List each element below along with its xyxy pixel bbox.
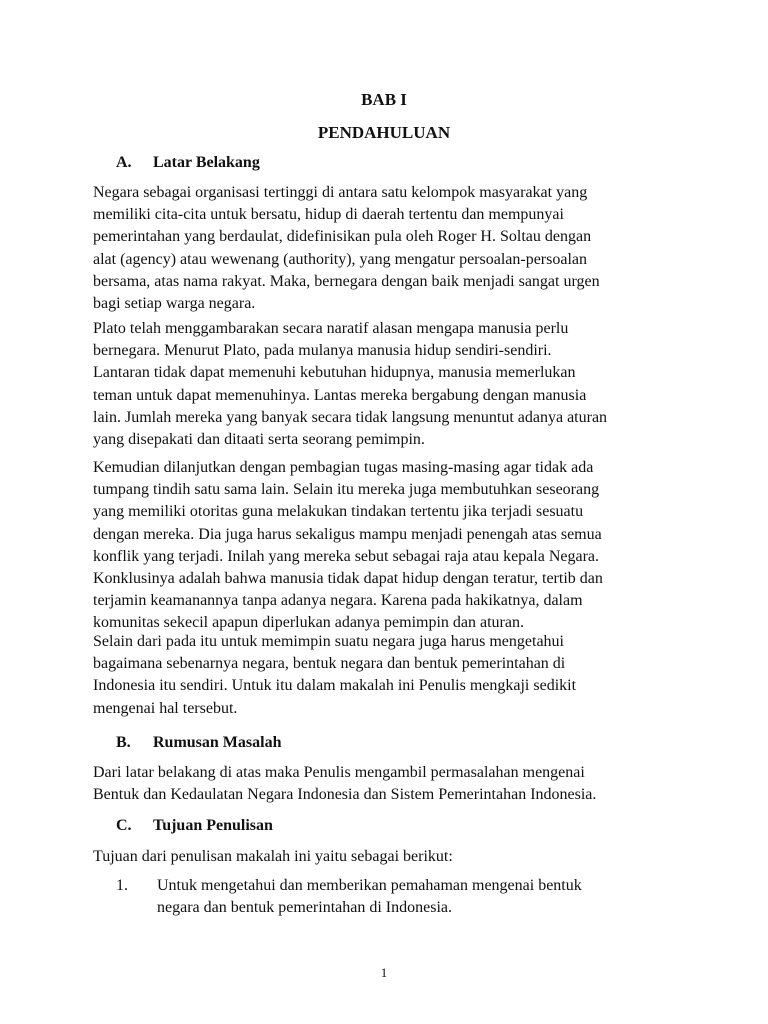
section-number: B. bbox=[116, 734, 131, 751]
text-line: yang memiliki otoritas guna melakukan tindakan tertentu jika terjadi sesuatu bbox=[93, 503, 584, 521]
text-line: Bentuk dan Kedaulatan Negara Indonesia dan Sistem Pemerintahan Indonesia. bbox=[93, 786, 597, 804]
paragraph-5 bbox=[93, 762, 683, 806]
text-line: negara dan bentuk pemerintahan di Indonesia. bbox=[157, 899, 452, 917]
list-body bbox=[157, 875, 677, 919]
list-number: 1. bbox=[116, 877, 128, 894]
paragraph-3 bbox=[93, 457, 683, 635]
text-line: alat (agency) atau wewenang (authority), yang mengatur persoalan-persoalan bbox=[93, 250, 587, 268]
text-line: bernegara. Menurut Plato, pada mulanya manusia hidup sendiri-sendiri. bbox=[93, 342, 552, 360]
section-title: Tujuan Penulisan bbox=[153, 817, 273, 834]
text-line: Plato telah menggambarakan secara naratif alasan mengapa manusia perlu bbox=[93, 320, 569, 337]
page-number: 1 bbox=[380, 965, 388, 980]
text-line: tumpang tindih satu sama lain. Selain itu mereka juga membutuhkan seseorang bbox=[93, 481, 600, 499]
text-line: terjamin keamanannya tanpa adanya negara. Karena pada hakikatnya, dalam bbox=[93, 592, 583, 610]
text-line: lain. Jumlah mereka yang banyak secara tidak langsung menuntut adanya aturan bbox=[93, 408, 608, 426]
text-line: teman untuk dapat memenuhinya. Lantas mereka bergabung dengan manusia bbox=[93, 386, 587, 404]
chapter-label: BAB I bbox=[361, 90, 407, 109]
text-line: dengan mereka. Dia juga harus sekaligus mampu menjadi penengah atas semua bbox=[93, 525, 602, 543]
chapter-title: PENDAHULUAN bbox=[317, 123, 451, 142]
section-heading-c bbox=[116, 815, 273, 837]
text-line: Indonesia itu sendiri. Untuk itu dalam makalah ini Penulis mengkaji sedikit bbox=[93, 677, 577, 695]
text-line: Negara sebagai organisasi tertinggi di antara satu kelompok masyarakat yang bbox=[93, 184, 588, 201]
paragraph-6 bbox=[93, 846, 683, 868]
section-title: Rumusan Masalah bbox=[153, 734, 282, 751]
text-line: pemerintahan yang berdaulat, didefinisikan pula oleh Roger H. Soltau dengan bbox=[93, 228, 592, 246]
text-line: Tujuan dari penulisan makalah ini yaitu sebagai berikut: bbox=[93, 848, 453, 865]
text-line: konflik yang terjadi. Inilah yang mereka sebut sebagai raja atau kepala Negara. bbox=[93, 547, 599, 565]
section-title: Latar Belakang bbox=[153, 154, 260, 171]
text-line: Lantaran tidak dapat memenuhi kebutuhan hidupnya, manusia memerlukan bbox=[93, 364, 576, 382]
paragraph-1 bbox=[93, 182, 683, 315]
text-line: Konklusinya adalah bahwa manusia tidak dapat hidup dengan teratur, tertib dan bbox=[93, 570, 603, 588]
text-line: Untuk mengetahui dan memberikan pemahaman mengenai bentuk bbox=[157, 877, 582, 894]
text-line: komunitas sekecil apapun diperlukan adanya pemimpin dan aturan. bbox=[93, 614, 524, 632]
text-line: memiliki cita-cita untuk bersatu, hidup di daerah tertentu dan mempunyai bbox=[93, 206, 564, 224]
paragraph-2 bbox=[93, 318, 683, 451]
text-line: Selain dari pada itu untuk memimpin suatu negara juga harus mengetahui bbox=[93, 633, 564, 650]
text-line: bagaimana sebenarnya negara, bentuk negara dan bentuk pemerintahan di bbox=[93, 655, 566, 673]
section-number: C. bbox=[116, 817, 132, 834]
paragraph-4 bbox=[93, 631, 683, 720]
text-line: yang disepakati dan ditaati serta seorang pemimpin. bbox=[93, 431, 425, 449]
section-heading-a bbox=[116, 152, 260, 174]
text-line: mengenai hal tersebut. bbox=[93, 699, 238, 717]
text-line: Kemudian dilanjutkan dengan pembagian tugas masing-masing agar tidak ada bbox=[93, 459, 594, 476]
text-line: bersama, atas nama rakyat. Maka, bernegara dengan baik menjadi sangat urgen bbox=[93, 272, 600, 290]
section-number: A. bbox=[116, 154, 132, 171]
text-line: bagi setiap warga negara. bbox=[93, 295, 256, 313]
section-heading-b bbox=[116, 732, 281, 754]
text-line: Dari latar belakang di atas maka Penulis mengambil permasalahan mengenai bbox=[93, 764, 585, 781]
